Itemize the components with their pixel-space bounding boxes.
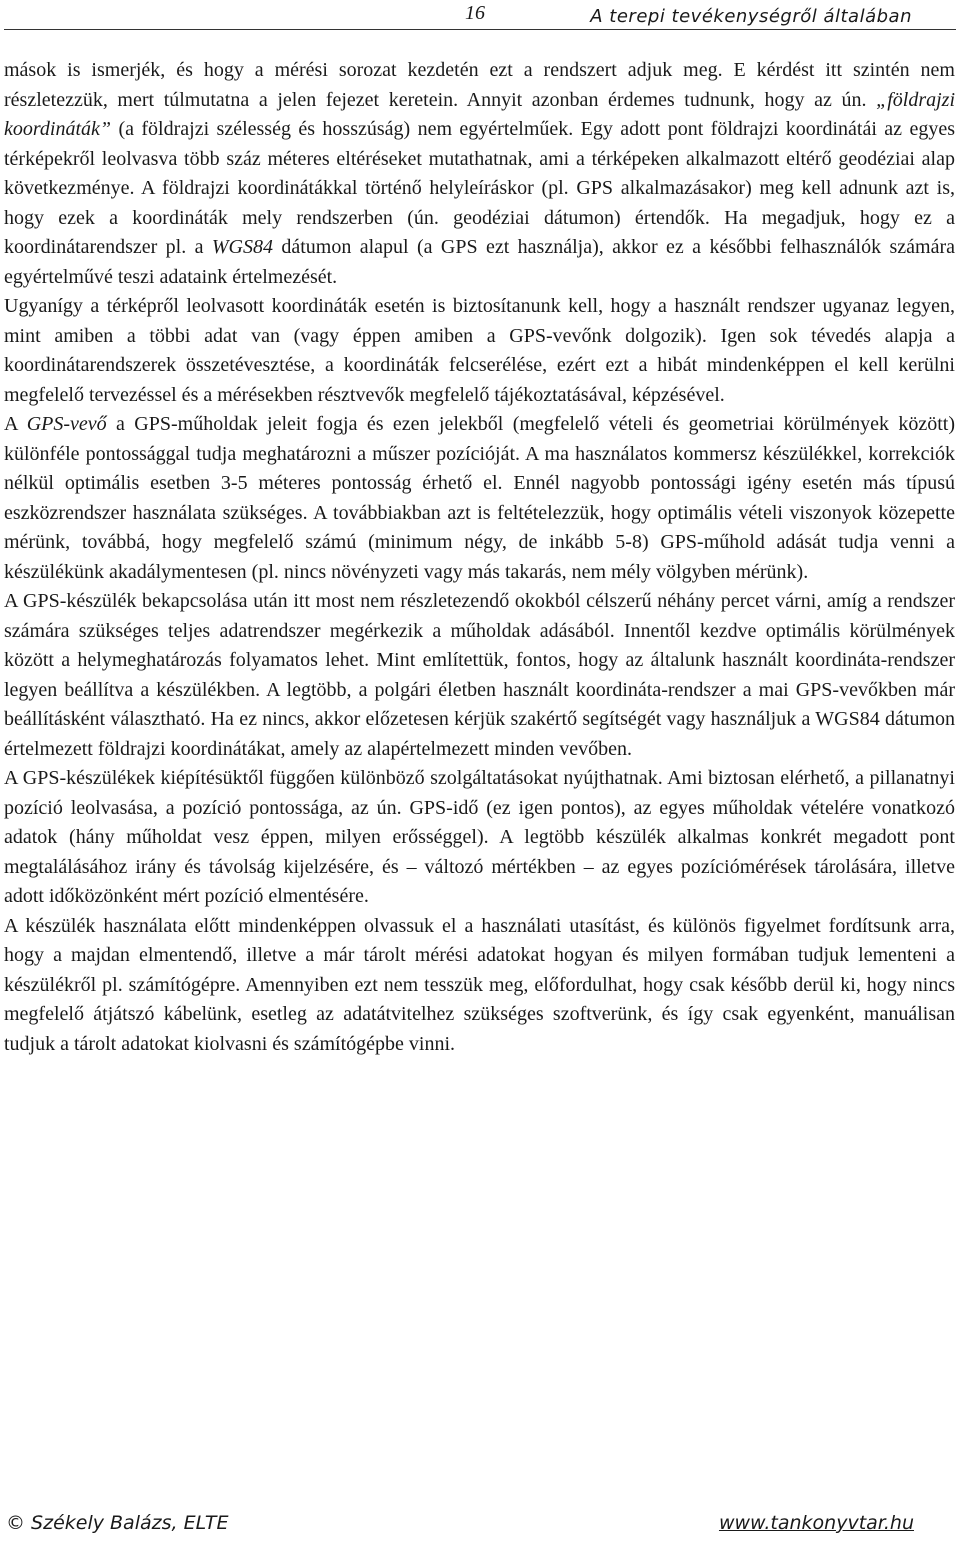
page-body bbox=[4, 56, 955, 1059]
page-header bbox=[0, 0, 960, 30]
paragraph-2: Ugyanígy a térképről leolvasott koordináták esetén is biztosítanunk kell, hogy a használt rendszer ugyanaz legyen, mint amiben a többi adat van (vagy éppen amiben a GPS-vevőnk dolgozik). Igen sok tévedés alapja a koordinátarendszerek összetévesztése, a koordináták felcserélése, ezért ezt a hibát mindenképpen el kell kerülni megfelelő tervezéssel és a mérésekben résztvevők megfelelő tájékoztatásával, képzésével. bbox=[4, 295, 955, 406]
paragraph-1 bbox=[4, 56, 955, 292]
paragraph-text: dátumon alapul (a GPS ezt használja), akkor ez a későbbi felhasználók számára egyértelművé teszi adataink értelmezését. bbox=[4, 236, 955, 288]
paragraph-text: A bbox=[4, 413, 27, 435]
page-footer bbox=[0, 1512, 960, 1540]
paragraph-4: A GPS-készülék bekapcsolása után itt most nem részletezendő okokból célszerű néhány percet várni, amíg a rendszer számára szükséges teljes adatrendszer megérkezik a műholdak adásából. Innentől kezdve optimális körülmények között a helymeghatározás folyamatos lehet. Mint említettük, fontos, hogy az általunk használt koordináta-rendszer legyen beállítva a készülékben. A legtöbb, a polgári életben használt koordináta-rendszer a mai GPS-vevőkben már beállításként választható. Ha ez nincs, akkor előzetesen kérjük szakértő segítségét vagy használjuk a WGS84 dátumon értelmezett földrajzi koordinátákat, amely az alapértelmezett minden vevőben. bbox=[4, 590, 955, 760]
page-number: 16 bbox=[465, 2, 485, 24]
emphasis-term: „földrajzi koordináták” bbox=[4, 88, 955, 140]
header-divider bbox=[4, 29, 956, 30]
paragraph-3 bbox=[4, 410, 955, 587]
paragraph-6: A készülék használata előtt mindenképpen olvassuk el a használati utasítást, és különös figyelmet fordítsunk arra, hogy a majdan elmentendő, illetve a már tárolt mérési adatokat hogyan és milyen formában tudjuk lementeni a készülékről pl. számítógépre. Amennyiben ezt nem tesszük meg, előfordulhat, hogy csak később derül ki, hogy nincs megfelelő átjátszó kábelünk, esetleg az adatátvitelhez szükséges szoftverünk, és így csak egyenként, manuálisan tudjuk a tárolt adatokat kiolvasni és számítógépbe vinni. bbox=[4, 914, 955, 1055]
emphasis-term: WGS84 bbox=[211, 236, 273, 258]
paragraph-text: (a földrajzi szélesség és hosszúság) nem egyértelműek. Egy adott pont földrajzi koordinátái az egyes térképekről leolvasva több száz méteres eltéréseket mutathatnak, ami a térképeken alkalmazott eltérő geodéziai alap következménye. A földrajzi koordinátákkal történő helyleíráskor (pl. GPS alkalmazásakor) meg kell adnunk azt is, hogy ezek a koordináták mely rendszerben (ún. geodéziai dátumon) értendők. Ha megadjuk, hogy ez a koordinátarendszer pl. a bbox=[4, 118, 955, 258]
publisher-link[interactable]: www.tankonyvtar.hu bbox=[718, 1512, 914, 1534]
copyright-notice: © Székely Balázs, ELTE bbox=[6, 1512, 229, 1534]
paragraph-text: a GPS-műholdak jeleit fogja és ezen jelekből (megfelelő vételi és geometriai körülmények között) különféle pontossággal tudja meghatározni a műszer pozícióját. A ma használatos kommersz készülékkel, korrekciók nélkül optimális esetben 3-5 méteres pontosság érhető el. Ennél nagyobb pontossági igény esetén más típusú eszközrendszer használata szükséges. A továbbiakban azt is feltételezzük, hogy optimális vételi viszonyok közepette mérünk, továbbá, hogy megfelelő számú (minimum négy, de inkább 5-8) GPS-műhold adását tudja venni a készülékünk akadálymentesen (pl. nincs növényzeti vagy más takarás, nem mély völgyben mérünk). bbox=[4, 413, 955, 583]
paragraph-5: A GPS-készülékek kiépítésüktől függően különböző szolgáltatásokat nyújthatnak. Ami biztosan elérhető, a pillanatnyi pozíció leolvasása, a pozíció pontossága, az ún. GPS-idő (ez igen pontos), az egyes műholdak vételére vonatkozó adatok (hány műholdat vesz éppen, milyen erősséggel). A legtöbb készülék alkalmas konkrét megadott pont megtalálásához irány és távolság kijelzésére, és – változó mértékben – az egyes pozíciómérések tárolására, illetve adott időközönként mért pozíció elmentésére. bbox=[4, 767, 955, 907]
paragraph-text: mások is ismerjék, és hogy a mérési sorozat kezdetén ezt a rendszert adjuk meg. E kérdést itt szintén nem részletezzük, mert túlmutatna a jelen fejezet keretein. Annyit azonban érdemes tudnunk, hogy az ún. bbox=[4, 59, 955, 111]
running-header-title: A terepi tevékenységről általában bbox=[590, 6, 912, 27]
emphasis-term: GPS-vevő bbox=[26, 413, 107, 435]
